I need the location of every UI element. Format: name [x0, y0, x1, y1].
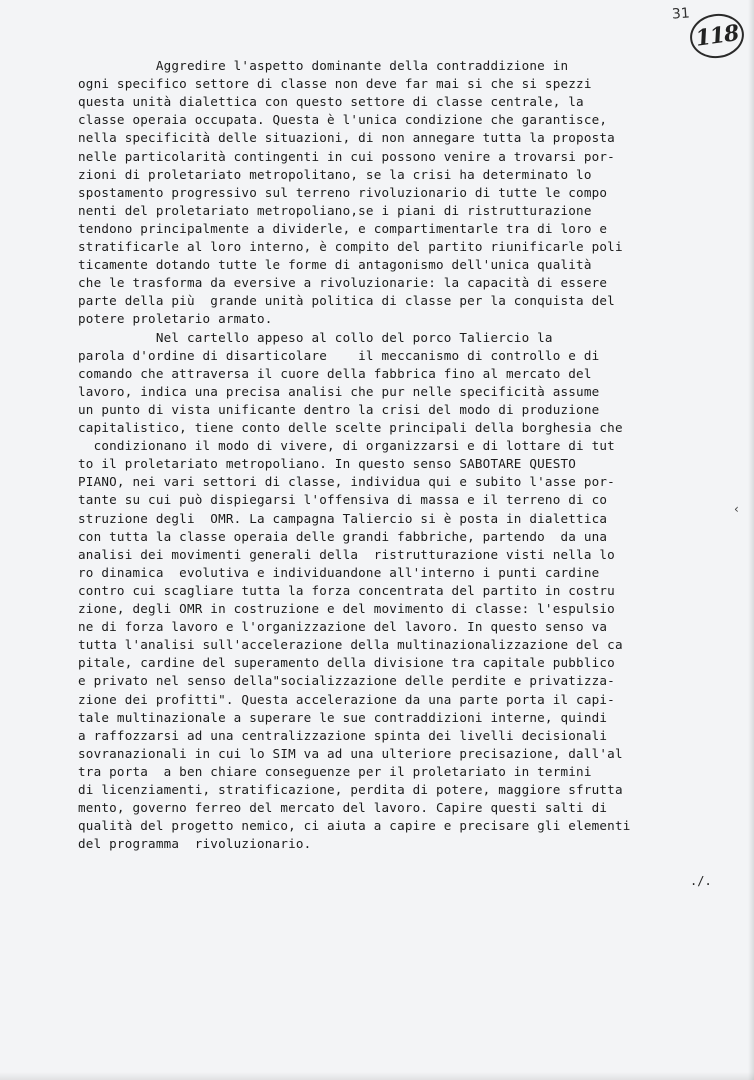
text-line: contro cui scagliare tutta la forza concentrata del partito in costru — [78, 582, 615, 598]
text-line: ogni specifico settore di classe non deve far mai si che si spezzi — [78, 76, 592, 92]
text-line: sovranazionali in cui lo SIM va ad una ulteriore precisazione, dall'al — [78, 745, 623, 761]
text-line: nelle particolarità contingenti in cui possono venire a trovarsi por- — [78, 148, 615, 164]
text-line: ne di forza lavoro e l'organizzazione del lavoro. In questo senso va — [78, 619, 608, 635]
text-line: tutta l'analisi sull'accelerazione della multinazionalizzazione del ca — [78, 637, 623, 653]
text-line: con tutta la classe operaia delle grandi fabbriche, partendo da una — [78, 528, 608, 544]
text-line: spostamento progressivo sul terreno rivoluzionario di tutte le compo — [78, 184, 608, 200]
text-line: potere proletario armato. — [78, 311, 273, 327]
text-line: analisi dei movimenti generali della ristrutturazione visti nella lo — [78, 546, 615, 562]
text-line: lavoro, indica una precisa analisi che pur nelle specificità assume — [78, 383, 600, 399]
stamp-number: 118 — [693, 20, 741, 52]
text-line: stratificarle al loro interno, è compito del partito riunificarle poli — [78, 239, 623, 254]
text-line: che le trasforma da eversive a rivoluzionarie: la capacità di essere — [78, 275, 608, 291]
margin-annotation: ‹ — [734, 502, 739, 516]
text-line: parte della più grande unità politica di classe per la conquista del — [78, 293, 615, 309]
text-line: nenti del proletariato metropoliano,se i piani di ristrutturazione — [78, 202, 592, 218]
text-line: di licenziamenti, stratificazione, perdita di potere, maggiore sfrutta — [78, 782, 623, 797]
text-line: comando che attraversa il cuore della fabbrica fino al mercato del — [78, 365, 592, 381]
text-line: pitale, cardine del superamento della divisione tra capitale pubblico — [78, 655, 615, 671]
text-line: tante su cui può dispiegarsi l'offensiva di massa e il terreno di co — [78, 492, 608, 508]
text-line: Aggredire l'aspetto dominante della contraddizione in — [78, 58, 569, 73]
text-line: struzione degli OMR. La campagna Taliercio si è posta in dialettica — [78, 510, 608, 526]
text-line: parola d'ordine di disarticolare il meccanismo di controllo e di — [78, 347, 600, 363]
text-line: a raffozzarsi ad una centralizzazione spinta dei livelli decisionali — [78, 727, 608, 743]
text-line: qualità del progetto nemico, ci aiuta a capire e precisare gli elementi — [78, 818, 631, 834]
text-line: tendono principalmente a dividerle, e compartimentarle tra di loro e — [78, 220, 608, 236]
text-line: capitalistico, tiene conto delle scelte principali della borghesia che — [78, 420, 623, 435]
text-line: classe operaia occupata. Questa è l'unica condizione che garantisce, — [78, 112, 608, 128]
text-line: PIANO, nei vari settori di classe, individua qui e subito l'asse por- — [78, 474, 615, 490]
text-line: ticamente dotando tutte le forme di antagonismo dell'unica qualità — [78, 257, 592, 273]
handwritten-page-mark: 31 — [671, 5, 691, 23]
text-line: del programma rivoluzionario. — [78, 836, 312, 852]
text-line: questa unità dialettica con questo settore di classe centrale, la — [78, 94, 584, 110]
text-line: tra porta a ben chiare conseguenze per il proletariato in termini — [78, 763, 592, 779]
page-continuation-mark: ./. — [690, 874, 712, 888]
text-line: ro dinamica evolutiva e individuandone all'interno i punti cardine — [78, 564, 600, 580]
text-line: condizionano il modo di vivere, di organizzarsi e di lottare di tut — [78, 438, 615, 454]
text-line: mento, governo ferreo del mercato del lavoro. Capire questi salti di — [78, 800, 608, 816]
text-line: Nel cartello appeso al collo del porco Taliercio la — [78, 329, 553, 345]
text-line: nella specificità delle situazioni, di non annegare tutta la proposta — [78, 130, 615, 146]
text-line: to il proletariato metropoliano. In questo senso SABOTARE QUESTO — [78, 456, 577, 472]
text-line: zione, degli OMR in costruzione e del movimento di classe: l'espulsio — [78, 601, 615, 616]
text-line: zioni di proletariato metropolitano, se la crisi ha determinato lo — [78, 166, 592, 182]
text-line: zione dei profitti". Questa accelerazione da una parte porta il capi- — [78, 691, 615, 707]
text-line: un punto di vista unificante dentro la crisi del modo di produzione — [78, 401, 600, 417]
text-line: tale multinazionale a superare le sue contraddizioni interne, quindi — [78, 709, 608, 725]
text-line: e privato nel senso della"socializzazione delle perdite e privatizza- — [78, 673, 615, 689]
